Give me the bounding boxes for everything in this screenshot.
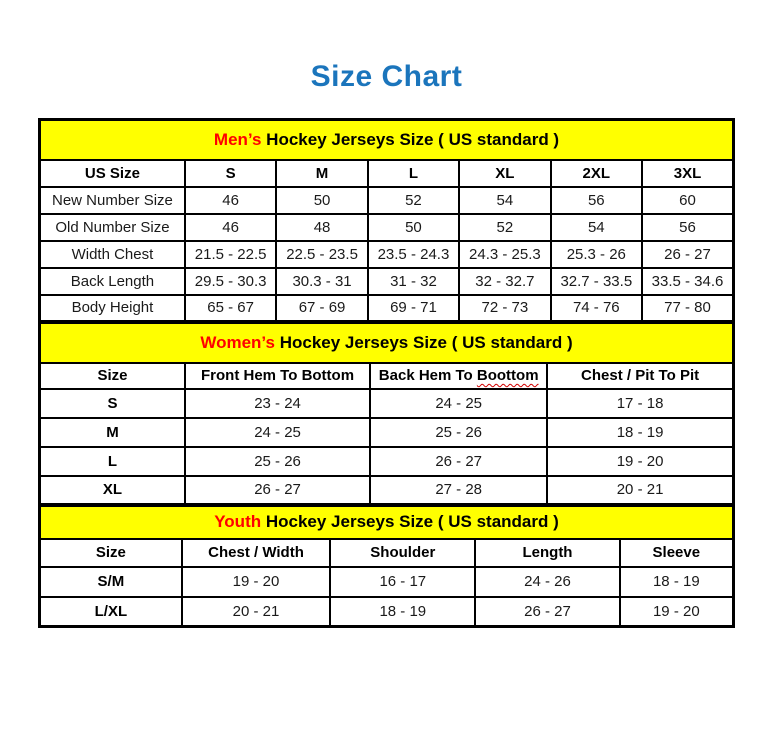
size-value: 16 - 17: [330, 567, 475, 597]
size-value: 69 - 71: [368, 295, 459, 322]
size-value: 25.3 - 26: [551, 241, 642, 268]
youth-caption: Youth Hockey Jerseys Size ( US standard ): [40, 506, 734, 539]
size-value: 72 - 73: [459, 295, 550, 322]
size-value: 54: [551, 214, 642, 241]
youth-table-body: [40, 506, 734, 627]
row-label: L/XL: [40, 597, 182, 627]
size-value: 74 - 76: [551, 295, 642, 322]
table-row: [40, 567, 734, 597]
column-header: L: [368, 160, 459, 187]
size-value: 25 - 26: [370, 418, 547, 447]
womens-caption: Women’s Hockey Jerseys Size ( US standard ): [40, 323, 734, 363]
column-header: Back Hem To Boottom: [370, 363, 547, 389]
size-value: 20 - 21: [547, 476, 733, 505]
size-value: 26 - 27: [475, 597, 619, 627]
size-value: 23 - 24: [185, 389, 370, 418]
size-value: 27 - 28: [370, 476, 547, 505]
size-chart-page: [38, 60, 735, 628]
table-row: [40, 295, 734, 322]
size-value: 56: [642, 214, 734, 241]
size-value: 46: [185, 214, 276, 241]
size-value: 18 - 19: [547, 418, 733, 447]
mens-header-row: [40, 160, 734, 187]
size-value: 67 - 69: [276, 295, 367, 322]
size-value: 24 - 25: [370, 389, 547, 418]
youth-size-section: [38, 504, 735, 628]
size-value: 33.5 - 34.6: [642, 268, 734, 295]
size-value: 26 - 27: [642, 241, 734, 268]
table-row: [40, 241, 734, 268]
size-value: 52: [368, 187, 459, 214]
size-value: 21.5 - 22.5: [185, 241, 276, 268]
size-value: 26 - 27: [185, 476, 370, 505]
size-value: 18 - 19: [620, 567, 734, 597]
size-value: 65 - 67: [185, 295, 276, 322]
column-header: Shoulder: [330, 539, 475, 567]
size-value: 24.3 - 25.3: [459, 241, 550, 268]
column-header: XL: [459, 160, 550, 187]
mens-table-body: [40, 120, 734, 322]
table-row: [40, 268, 734, 295]
mens-size-section: [38, 118, 735, 323]
size-value: 23.5 - 24.3: [368, 241, 459, 268]
column-header: Length: [475, 539, 619, 567]
size-value: 18 - 19: [330, 597, 475, 627]
mens-caption-row: [40, 120, 734, 160]
size-value: 60: [642, 187, 734, 214]
size-value: 20 - 21: [182, 597, 331, 627]
table-row: [40, 187, 734, 214]
youth-caption-row: [40, 506, 734, 539]
column-header: Size: [40, 539, 182, 567]
youth-size-table: [38, 504, 735, 628]
size-value: 19 - 20: [182, 567, 331, 597]
row-label: Body Height: [40, 295, 185, 322]
size-value: 26 - 27: [370, 447, 547, 476]
row-label: Back Length: [40, 268, 185, 295]
table-row: [40, 476, 734, 505]
womens-caption-row: [40, 323, 734, 363]
row-label: New Number Size: [40, 187, 185, 214]
table-row: [40, 214, 734, 241]
caption-highlight: Youth: [214, 512, 262, 532]
mens-size-table: [38, 118, 735, 323]
caption-highlight: Men’s: [213, 129, 262, 149]
youth-header-row: [40, 539, 734, 567]
womens-table-body: [40, 323, 734, 505]
table-row: [40, 597, 734, 627]
size-value: 17 - 18: [547, 389, 733, 418]
size-value: 30.3 - 31: [276, 268, 367, 295]
size-value: 52: [459, 214, 550, 241]
column-header: US Size: [40, 160, 185, 187]
size-value: 77 - 80: [642, 295, 734, 322]
column-header: Front Hem To Bottom: [185, 363, 370, 389]
size-value: 31 - 32: [368, 268, 459, 295]
column-header: 3XL: [642, 160, 734, 187]
column-header: Chest / Pit To Pit: [547, 363, 733, 389]
size-value: 50: [276, 187, 367, 214]
row-label: S: [40, 389, 185, 418]
table-row: [40, 389, 734, 418]
size-value: 48: [276, 214, 367, 241]
column-header: S: [185, 160, 276, 187]
table-row: [40, 418, 734, 447]
column-header: Sleeve: [620, 539, 734, 567]
size-value: 22.5 - 23.5: [276, 241, 367, 268]
column-header: Chest / Width: [182, 539, 331, 567]
size-value: 24 - 26: [475, 567, 619, 597]
womens-size-section: [38, 321, 735, 506]
size-value: 24 - 25: [185, 418, 370, 447]
column-header: 2XL: [551, 160, 642, 187]
mens-caption: Men’s Hockey Jerseys Size ( US standard ): [40, 120, 734, 160]
row-label: XL: [40, 476, 185, 505]
size-value: 32.7 - 33.5: [551, 268, 642, 295]
column-header: M: [276, 160, 367, 187]
womens-header-row: [40, 363, 734, 389]
column-header: Size: [40, 363, 185, 389]
size-value: 50: [368, 214, 459, 241]
size-value: 46: [185, 187, 276, 214]
row-label: S/M: [40, 567, 182, 597]
table-row: [40, 447, 734, 476]
row-label: Old Number Size: [40, 214, 185, 241]
size-value: 25 - 26: [185, 447, 370, 476]
size-value: 19 - 20: [547, 447, 733, 476]
womens-size-table: [38, 321, 735, 506]
size-value: 32 - 32.7: [459, 268, 550, 295]
size-value: 29.5 - 30.3: [185, 268, 276, 295]
row-label: M: [40, 418, 185, 447]
size-value: 56: [551, 187, 642, 214]
caption-highlight: Women’s: [200, 332, 275, 352]
row-label: Width Chest: [40, 241, 185, 268]
size-value: 19 - 20: [620, 597, 734, 627]
misspelled-word: Boottom: [476, 367, 539, 384]
size-value: 54: [459, 187, 550, 214]
row-label: L: [40, 447, 185, 476]
page-title: Size Chart: [310, 60, 463, 93]
